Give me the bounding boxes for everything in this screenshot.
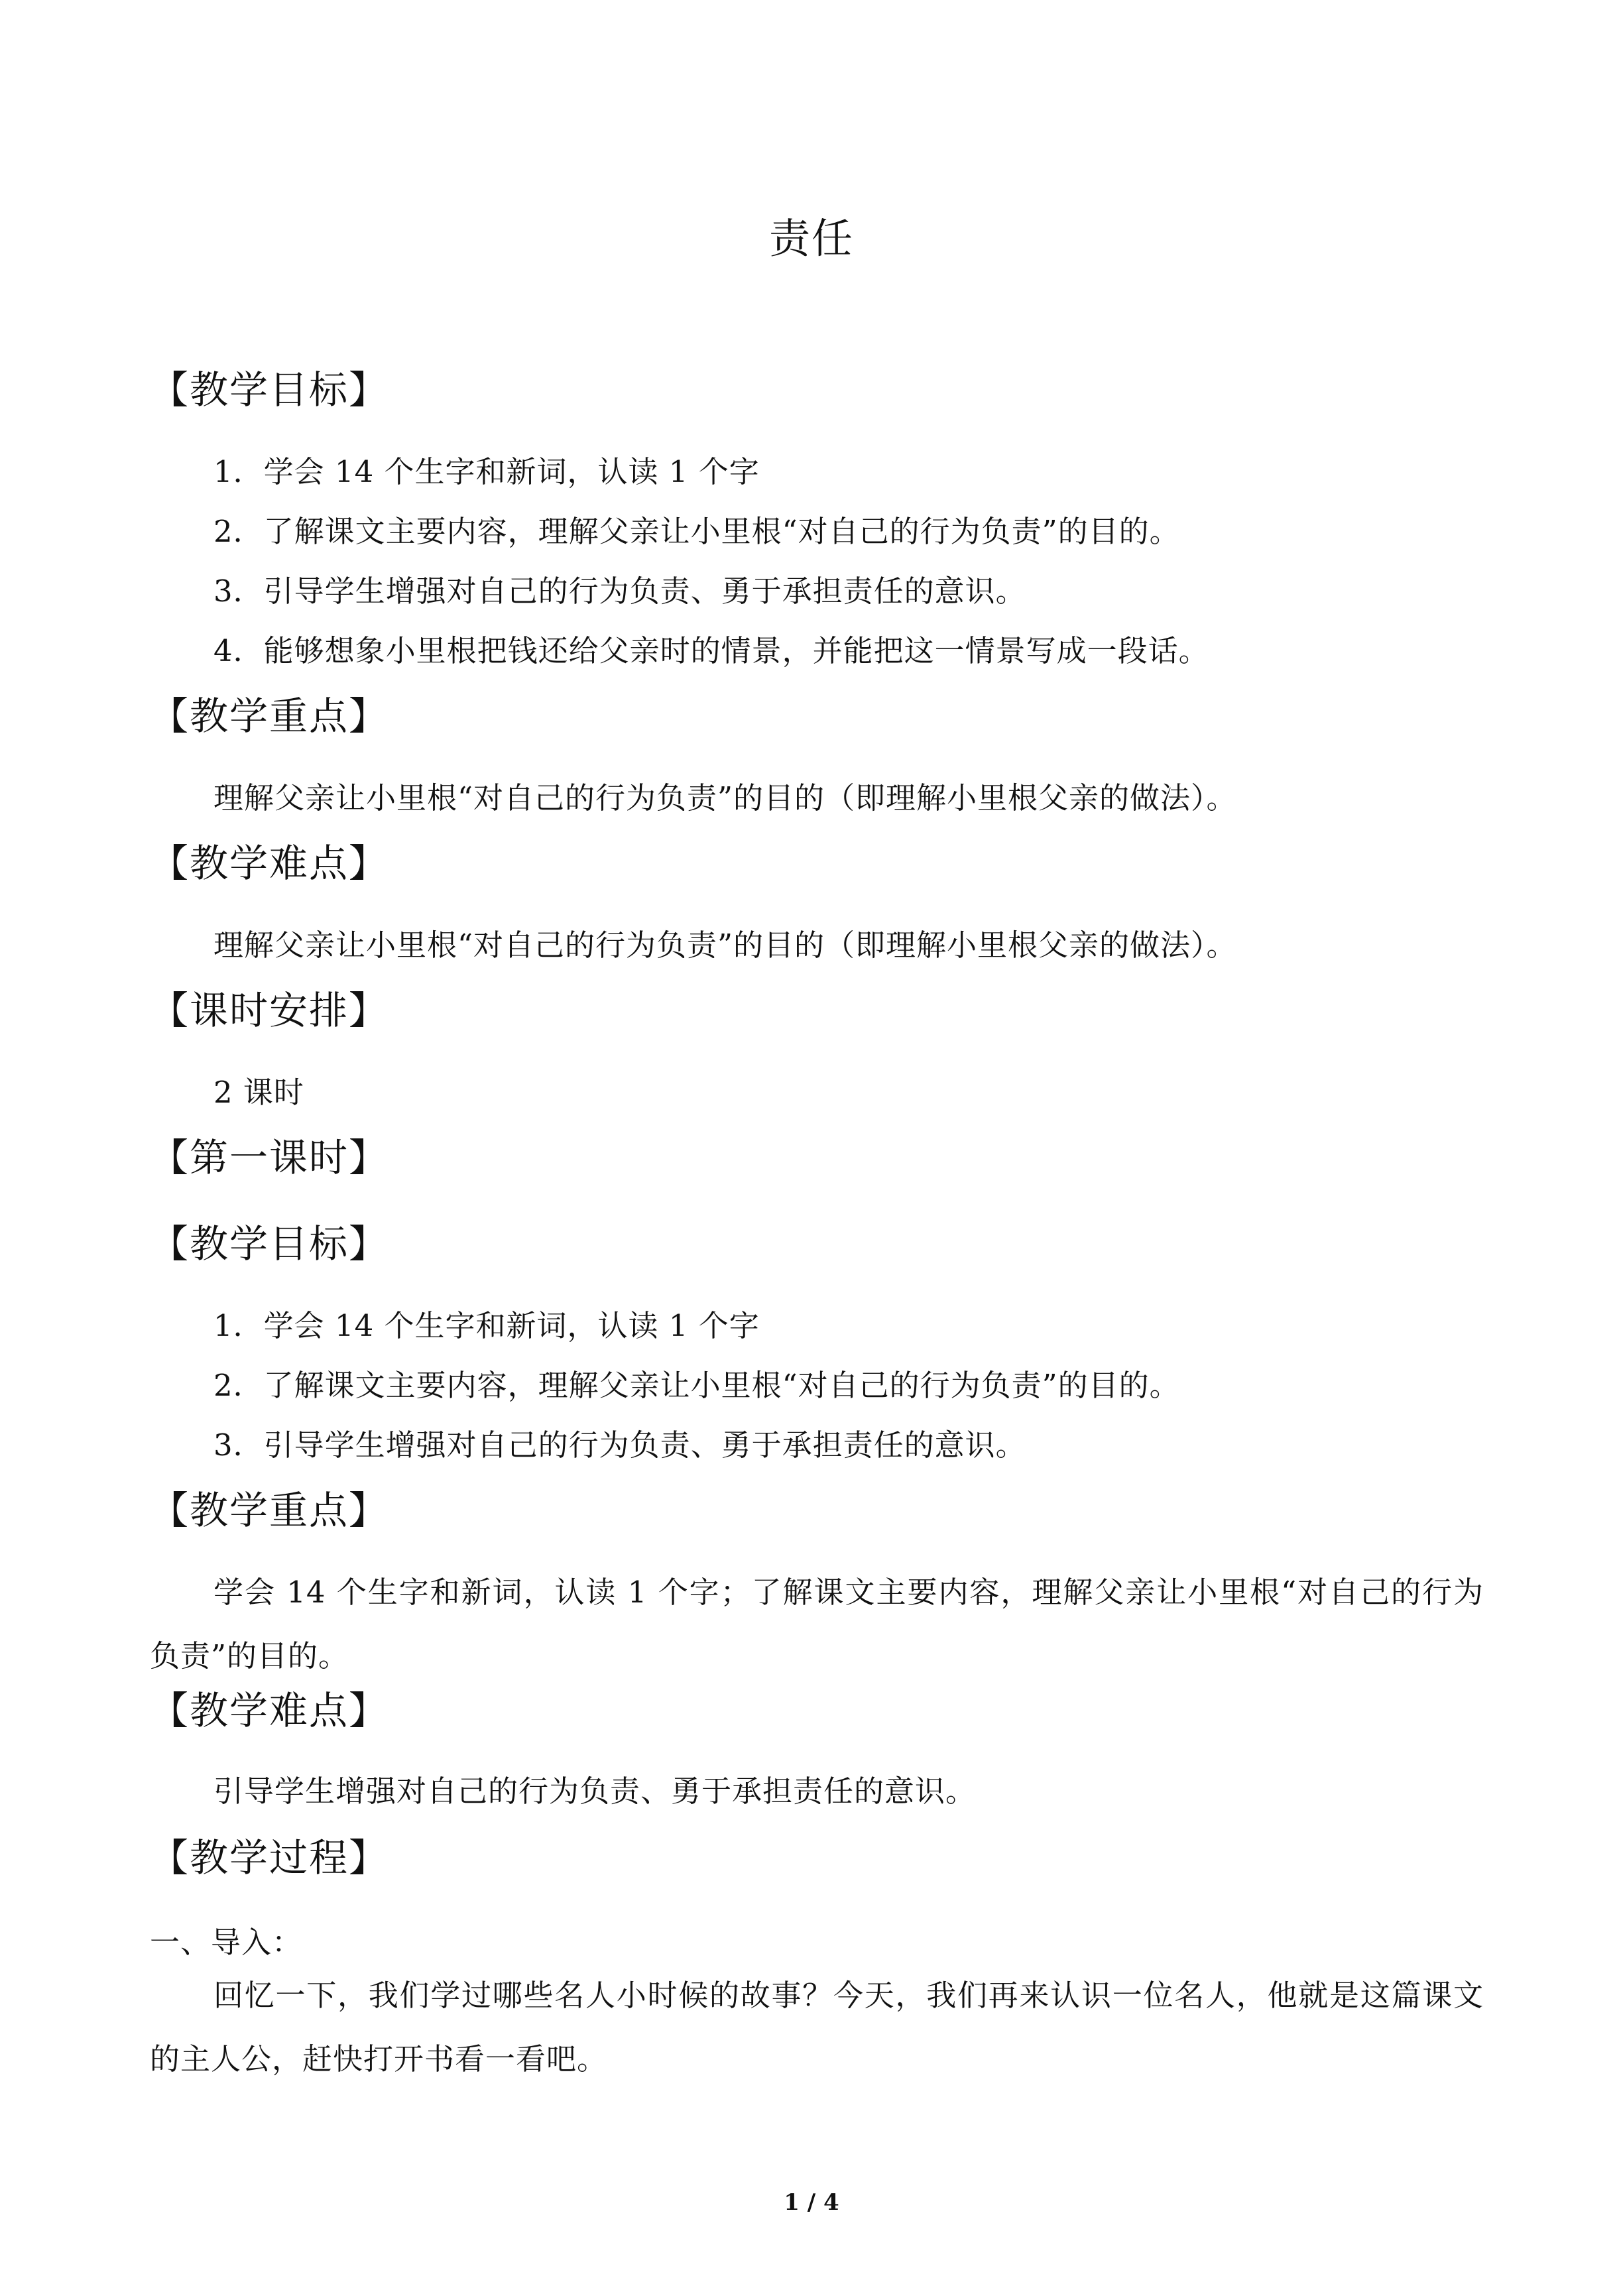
heading-teaching-goals: 【教学目标】 bbox=[150, 1221, 389, 1266]
document-title: 责任 bbox=[768, 214, 854, 263]
key-points-text: 理解父亲让小里根“对自己的行为负责”的目的（即理解小里根父亲的做法）。 bbox=[213, 780, 1237, 816]
intro-label: 一、导入： bbox=[150, 1925, 303, 1960]
page-number: 1 / 4 bbox=[784, 2189, 839, 2216]
heading-teaching-process: 【教学过程】 bbox=[150, 1835, 389, 1880]
goal-item: 3．引导学生增强对自己的行为负责、勇于承担责任的意识。 bbox=[213, 1427, 1026, 1463]
goal-item: 2．了解课文主要内容，理解父亲让小里根“对自己的行为负责”的目的。 bbox=[213, 1368, 1180, 1403]
heading-schedule: 【课时安排】 bbox=[150, 988, 389, 1033]
goal-item: 1．学会 14 个生字和新词，认读 1 个字 bbox=[213, 1308, 760, 1343]
goal-item: 1．学会 14 个生字和新词，认读 1 个字 bbox=[213, 454, 760, 489]
heading-key-points: 【教学重点】 bbox=[150, 1488, 389, 1533]
difficulties-text: 理解父亲让小里根“对自己的行为负责”的目的（即理解小里根父亲的做法）。 bbox=[213, 928, 1237, 963]
schedule-text: 2 课时 bbox=[213, 1075, 304, 1110]
difficulties-text: 引导学生增强对自己的行为负责、勇于承担责任的意识。 bbox=[213, 1774, 977, 1809]
intro-text: 回忆一下，我们学过哪些名人小时候的故事？今天，我们再来认识一位名人，他就是这篇课文的主人公，赶快打开书看一看吧。 bbox=[150, 1978, 1484, 2077]
heading-difficulties: 【教学难点】 bbox=[150, 841, 389, 886]
goal-item: 4．能够想象小里根把钱还给父亲时的情景，并能把这一情景写成一段话。 bbox=[213, 633, 1209, 668]
key-points-text: 学会 14 个生字和新词，认读 1 个字；了解课文主要内容，理解父亲让小里根“对自己的行为负责”的目的。 bbox=[150, 1575, 1484, 1673]
goal-item: 2．了解课文主要内容，理解父亲让小里根“对自己的行为负责”的目的。 bbox=[213, 514, 1180, 549]
heading-key-points: 【教学重点】 bbox=[150, 694, 389, 739]
heading-teaching-goals: 【教学目标】 bbox=[150, 367, 389, 412]
goal-item: 3．引导学生增强对自己的行为负责、勇于承担责任的意识。 bbox=[213, 574, 1026, 609]
heading-difficulties: 【教学难点】 bbox=[150, 1688, 389, 1733]
heading-first-lesson: 【第一课时】 bbox=[150, 1135, 389, 1180]
